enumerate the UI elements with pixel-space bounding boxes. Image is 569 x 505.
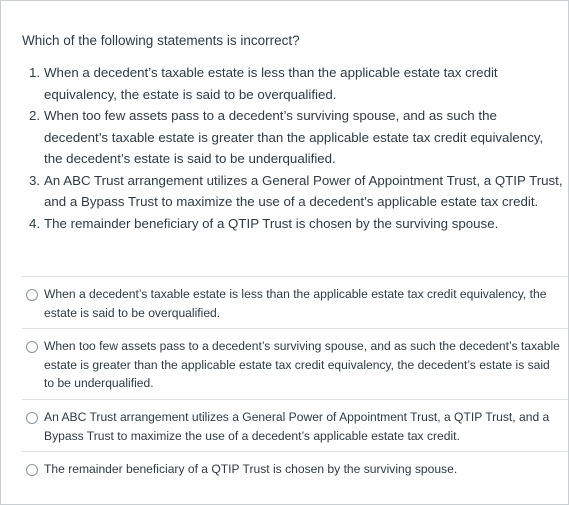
answer-option-4[interactable] <box>22 451 568 486</box>
radio-button-icon[interactable] <box>26 464 38 476</box>
statement-item <box>29 105 564 170</box>
radio-button-icon[interactable] <box>26 412 38 424</box>
statement-number: 2. <box>29 108 41 123</box>
statement-number: 3. <box>29 172 41 188</box>
statement-text: An ABC Trust arrangement utilizes a General Power of Appointment Trust, a QTIP Trust, and a Bypass Trust to maximize the use of a decedent’s applicable estate tax credit. <box>44 172 563 209</box>
statement-item <box>29 213 564 235</box>
statement-list <box>29 62 564 234</box>
statement-number: 1. <box>29 65 41 80</box>
statement-number: 4. <box>29 215 41 231</box>
answer-option-3[interactable] <box>22 399 568 451</box>
statement-text: When too few assets pass to a decedent’s surviving spouse, and as such the decedent’s taxable estate is greater than the applicable estate tax credit equivalency, the decedent’s estate is said to be underqualified. <box>44 108 544 166</box>
statement-text: The remainder beneficiary of a QTIP Trust is chosen by the surviving spouse. <box>44 215 499 231</box>
answer-label[interactable]: An ABC Trust arrangement utilizes a General Power of Appointment Trust, a QTIP Trust, and a Bypass Trust to maximize the use of a decedent’s applicable estate tax credit. <box>44 410 550 443</box>
radio-button-icon[interactable] <box>26 289 38 301</box>
answer-label[interactable]: The remainder beneficiary of a QTIP Trust is chosen by the surviving spouse. <box>44 462 458 476</box>
question-prompt: Which of the following statements is incorrect? <box>22 33 300 48</box>
answer-label[interactable]: When a decedent’s taxable estate is less than the applicable estate tax credit equivalency, the estate is said to be overqualified. <box>44 287 547 320</box>
answer-option-1[interactable] <box>22 276 568 328</box>
answer-label[interactable]: When too few assets pass to a decedent’s surviving spouse, and as such the decedent’s taxable estate is greater than the applicable estate tax credit equivalency, the decedent’s estate is said to be underqualified. <box>44 339 560 390</box>
statement-text: When a decedent’s taxable estate is less than the applicable estate tax credit equivalency, the estate is said to be overqualified. <box>44 65 498 102</box>
radio-button-icon[interactable] <box>26 341 38 353</box>
statement-item <box>29 170 564 213</box>
statement-item <box>29 62 564 105</box>
answer-option-2[interactable] <box>22 328 568 399</box>
answer-options <box>22 276 568 486</box>
